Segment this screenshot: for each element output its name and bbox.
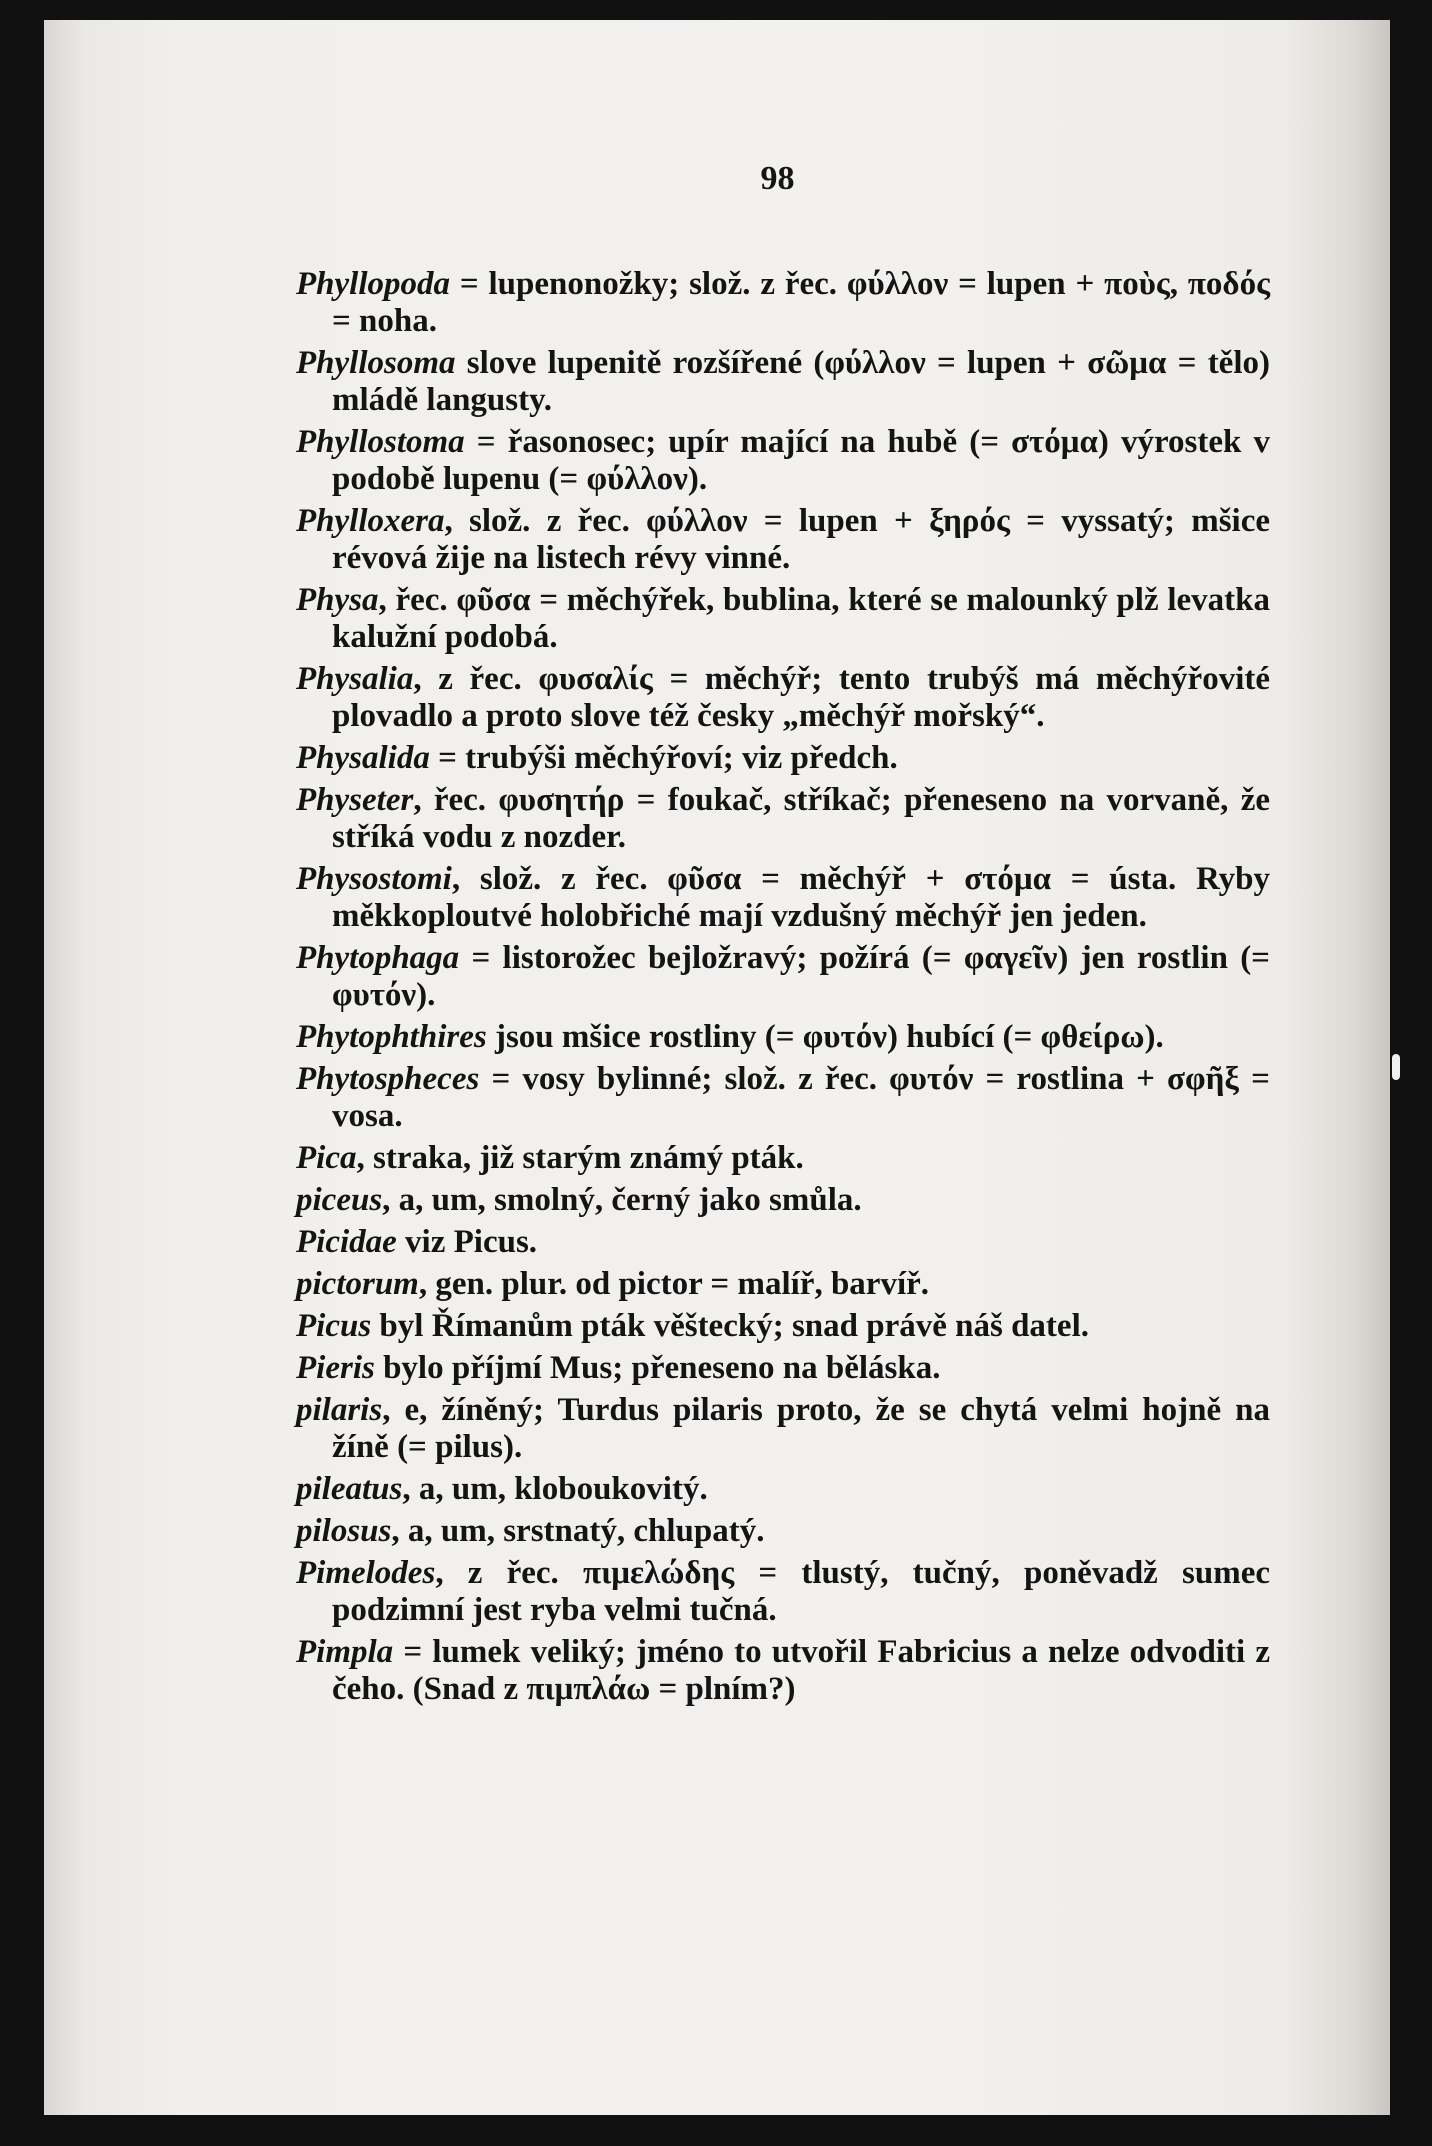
entry-headword: Phyllopoda — [296, 266, 450, 302]
entry-headword: Phytophthires — [296, 1019, 487, 1055]
entry-headword: Pimelodes — [296, 1555, 436, 1591]
entry — [296, 1182, 1270, 1219]
entry-headword: Pieris — [296, 1350, 375, 1386]
entry — [296, 424, 1270, 498]
entry — [296, 740, 1270, 777]
entry — [296, 1513, 1270, 1550]
entry-text: , a, um, smolný, černý jako smůla. — [382, 1182, 862, 1218]
entry-headword: Pica — [296, 1140, 357, 1176]
entry — [296, 861, 1270, 935]
entry-headword: Pimpla — [296, 1634, 394, 1670]
entry-text: , gen. plur. od pictor = malíř, barvíř. — [418, 1266, 930, 1302]
entry-text: , e, žíněný; Turdus pilaris proto, že se chytá velmi hojně na žíně (= pilus). — [332, 1392, 1270, 1465]
entry — [296, 1392, 1270, 1466]
entry-text: , slož. z řec. φῦσα = měchýř + στόμα = ústa. Ryby měkkoploutvé holobřiché mají vzdušný měchýř jen jeden. — [332, 861, 1270, 934]
entry — [296, 940, 1270, 1014]
entry-text: , řec. φῦσα = měchýřek, bublina, které se malounký plž levatka kalužní podobá. — [332, 582, 1270, 655]
entry — [296, 1140, 1270, 1177]
entry-text: = trubýši měchýřoví; viz předch. — [429, 740, 898, 776]
entry-headword: Phyllostoma — [296, 424, 465, 460]
entry-text: , a, um, srstnatý, chlupatý. — [391, 1513, 765, 1549]
entry — [296, 266, 1270, 340]
entry-text: , z řec. πιμελώδης = tlustý, tučný, poněvadž sumec podzimní jest ryba velmi tučná. — [332, 1555, 1270, 1628]
entry-headword: pilaris — [296, 1392, 383, 1428]
entry-headword: Physa — [296, 582, 379, 618]
entry — [296, 1019, 1270, 1056]
entry-text: slove lupenitě rozšířené (φύλλον = lupen + σῶμα = tělo) mládě langusty. — [332, 345, 1270, 418]
entry — [296, 345, 1270, 419]
entry — [296, 661, 1270, 735]
entry — [296, 1266, 1270, 1303]
entry-headword: Physeter — [296, 782, 414, 818]
entry-text: viz Picus. — [396, 1224, 538, 1260]
entry-text: , řec. φυσητήρ = foukač, stříkač; přeneseno na vorvaně, že stříká vodu z nozder. — [332, 782, 1270, 855]
entry-text: = vosy bylinné; slož. z řec. φυτόν = rostlina + σφῆξ = vosa. — [332, 1061, 1270, 1134]
entry-headword: Phytospheces — [296, 1061, 480, 1097]
entry-headword: Phyllosoma — [296, 345, 456, 381]
entry — [296, 1061, 1270, 1135]
entry-headword: piceus — [296, 1182, 383, 1218]
entry-text: = řasonosec; upír mající na hubě (= στόμα) výrostek v podobě lupenu (= φύλλον). — [332, 424, 1270, 497]
entry-text: bylo příjmí Mus; přeneseno na běláska. — [374, 1350, 941, 1386]
entry — [296, 1350, 1270, 1387]
entry — [296, 503, 1270, 577]
entry-headword: Physalida — [296, 740, 430, 776]
page-number: 98 — [760, 160, 795, 197]
entry — [296, 1471, 1270, 1508]
entry-headword: pileatus — [296, 1471, 403, 1507]
entry-text: , a, um, kloboukovitý. — [402, 1471, 708, 1507]
entry — [296, 582, 1270, 656]
entry-text: , z řec. φυσαλίς = měchýř; tento trubýš má měchýřovité plovadlo a proto slove též česky „měchýř mořský“. — [332, 661, 1270, 734]
entry-headword: Picidae — [296, 1224, 397, 1260]
entry-text: = listorožec bejložravý; požírá (= φαγεῖν) jen rostlin (= φυτόν). — [332, 940, 1270, 1013]
entry-text: , straka, již starým známý pták. — [356, 1140, 804, 1176]
entry-headword: pilosus — [296, 1513, 392, 1549]
entry-text: byl Římanům pták věštecký; snad právě náš datel. — [371, 1308, 1089, 1344]
entry-headword: Phytophaga — [296, 940, 460, 976]
entry-text: = lumek veliký; jméno to utvořil Fabricius a nelze odvoditi z čeho. (Snad z πιμπλάω = plním?) — [332, 1634, 1270, 1707]
entry-headword: Picus — [296, 1308, 372, 1344]
entry-headword: Phylloxera — [296, 503, 445, 539]
entry — [296, 782, 1270, 856]
entry-headword: Physostomi — [296, 861, 452, 897]
entry-headword: pictorum — [296, 1266, 419, 1302]
dictionary-entries — [296, 266, 1270, 1713]
entry — [296, 1634, 1270, 1708]
page-edge-mark — [1392, 1054, 1400, 1080]
entry — [296, 1555, 1270, 1629]
entry-headword: Physalia — [296, 661, 414, 697]
entry-text: = lupenonožky; slož. z řec. φύλλον = lupen + ποὺς, ποδός = noha. — [332, 266, 1270, 339]
entry-text: , slož. z řec. φύλλον = lupen + ξηρός = vyssatý; mšice révová žije na listech révy vinné. — [332, 503, 1270, 576]
entry — [296, 1308, 1270, 1345]
entry-text: jsou mšice rostliny (= φυτόν) hubící (= φθείρω). — [486, 1019, 1164, 1055]
entry — [296, 1224, 1270, 1261]
